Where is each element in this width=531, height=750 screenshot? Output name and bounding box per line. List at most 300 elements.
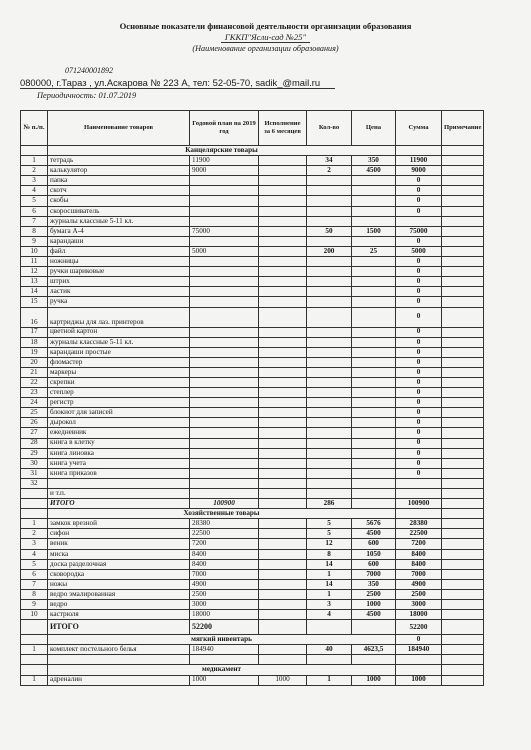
sum-value: 0 (396, 398, 442, 408)
sum-value: 22500 (396, 529, 442, 539)
price-value: 1000 (352, 675, 396, 685)
note-value (442, 448, 484, 458)
plan-value: 18000 (190, 610, 259, 620)
quantity-value (307, 337, 352, 347)
note-value (442, 327, 484, 337)
quantity-value: 3 (307, 600, 352, 610)
item-name: миска (48, 549, 190, 559)
execution-value (259, 569, 307, 579)
note-value (442, 549, 484, 559)
sum-value: 7000 (396, 569, 442, 579)
section-sum-cell: 0 (396, 635, 442, 645)
sum-value: 0 (396, 277, 442, 287)
execution-value (259, 277, 307, 287)
item-name: блокнот для записей (48, 408, 190, 418)
quantity-value: 5 (307, 519, 352, 529)
sum-value (396, 216, 442, 226)
sum-value: 0 (396, 337, 442, 347)
quantity-value: 4 (307, 610, 352, 620)
item-name: тетрадь (48, 156, 190, 166)
note-value (442, 519, 484, 529)
item-name: ежедневник (48, 428, 190, 438)
section-number-cell (21, 665, 48, 675)
note-value (442, 388, 484, 398)
plan-value: 3000 (190, 600, 259, 610)
note-value (442, 347, 484, 357)
quantity-value: 50 (307, 226, 352, 236)
note-value (442, 367, 484, 377)
sum-value: 0 (396, 297, 442, 307)
execution-value (259, 579, 307, 589)
execution-value (259, 468, 307, 478)
row-number: 2 (21, 166, 48, 176)
price-value (352, 357, 396, 367)
plan-value (190, 277, 259, 287)
execution-value (259, 398, 307, 408)
price-value (352, 307, 396, 327)
table-row (21, 166, 484, 176)
sum-value (396, 489, 442, 499)
quantity-value (307, 307, 352, 327)
price-value (352, 277, 396, 287)
note-value (442, 589, 484, 599)
row-number: 15 (21, 297, 48, 307)
item-name: регистр (48, 398, 190, 408)
item-name: степлер (48, 388, 190, 398)
table-row (21, 539, 484, 549)
execution-value (259, 388, 307, 398)
quantity-value: 1 (307, 675, 352, 685)
row-number: 3 (21, 176, 48, 186)
note-value (442, 257, 484, 267)
execution-value (259, 347, 307, 357)
table-row (21, 600, 484, 610)
finance-table (20, 110, 484, 686)
plan-value (190, 418, 259, 428)
empty-cell (396, 655, 442, 665)
item-name: и т.п. (48, 489, 190, 499)
plan-value: 184940 (190, 645, 259, 655)
row-number: 12 (21, 267, 48, 277)
total-note (442, 620, 484, 635)
row-number: 17 (21, 327, 48, 337)
plan-value (190, 236, 259, 246)
table-row (21, 529, 484, 539)
price-value: 350 (352, 156, 396, 166)
row-number: 28 (21, 438, 48, 448)
item-name: книга учета (48, 458, 190, 468)
quantity-value (307, 448, 352, 458)
quantity-value: 14 (307, 579, 352, 589)
total-note (442, 499, 484, 509)
plan-value (190, 287, 259, 297)
row-number: 16 (21, 307, 48, 327)
quantity-value: 1 (307, 569, 352, 579)
price-value (352, 367, 396, 377)
price-value (352, 186, 396, 196)
execution-value (259, 367, 307, 377)
table-row (21, 675, 484, 685)
execution-value (259, 196, 307, 206)
plan-value: 1000 (190, 675, 259, 685)
execution-value (259, 377, 307, 387)
price-value: 600 (352, 559, 396, 569)
execution-value (259, 216, 307, 226)
note-value (442, 418, 484, 428)
table-row (21, 438, 484, 448)
price-value: 1000 (352, 600, 396, 610)
table-row (21, 589, 484, 599)
plan-value: 22500 (190, 529, 259, 539)
plan-value (190, 438, 259, 448)
price-value (352, 267, 396, 277)
item-name: книга приказов (48, 468, 190, 478)
execution-value (259, 206, 307, 216)
item-name: ножницы (48, 257, 190, 267)
row-number: 10 (21, 610, 48, 620)
price-value: 5676 (352, 519, 396, 529)
plan-value (190, 196, 259, 206)
note-value (442, 277, 484, 287)
plan-value: 4900 (190, 579, 259, 589)
execution-value (259, 267, 307, 277)
total-price (352, 499, 396, 509)
sum-value (396, 478, 442, 488)
section-note-cell (442, 665, 484, 675)
row-number: 27 (21, 428, 48, 438)
row-number: 19 (21, 347, 48, 357)
sum-value: 3000 (396, 600, 442, 610)
total-sum: 52200 (396, 620, 442, 635)
total-number-cell (21, 499, 48, 509)
table-row (21, 489, 484, 499)
table-row (21, 357, 484, 367)
row-number: 7 (21, 216, 48, 226)
sum-value: 0 (396, 367, 442, 377)
quantity-value (307, 357, 352, 367)
table-body (21, 146, 484, 686)
table-row (21, 307, 484, 327)
note-value (442, 267, 484, 277)
item-name: цветной картон (48, 327, 190, 337)
row-number: 7 (21, 579, 48, 589)
sum-value: 18000 (396, 610, 442, 620)
row-number (21, 489, 48, 499)
item-name: журналы классные 5-11 кл. (48, 337, 190, 347)
price-value (352, 448, 396, 458)
execution-value (259, 458, 307, 468)
table-row (21, 645, 484, 655)
execution-value (259, 176, 307, 186)
address-underline (20, 88, 335, 89)
item-name: книга линовка (48, 448, 190, 458)
sum-value: 0 (396, 357, 442, 367)
note-value (442, 675, 484, 685)
sum-value: 5000 (396, 246, 442, 256)
plan-value (190, 377, 259, 387)
section-sum-cell (396, 146, 442, 156)
price-value (352, 196, 396, 206)
plan-value: 8400 (190, 549, 259, 559)
quantity-value (307, 206, 352, 216)
section-header-row (21, 146, 484, 156)
table-row (21, 267, 484, 277)
note-value (442, 307, 484, 327)
item-name: комплект постельного белья (48, 645, 190, 655)
item-name: фломастер (48, 357, 190, 367)
sum-value: 11900 (396, 156, 442, 166)
price-value (352, 428, 396, 438)
plan-value (190, 186, 259, 196)
row-number: 21 (21, 367, 48, 377)
note-value (442, 529, 484, 539)
row-number: 1 (21, 519, 48, 529)
item-name (48, 478, 190, 488)
plan-value (190, 408, 259, 418)
empty-cell (442, 655, 484, 665)
plan-value (190, 367, 259, 377)
plan-value: 8400 (190, 559, 259, 569)
price-value (352, 418, 396, 428)
execution-value (259, 478, 307, 488)
sum-value: 184940 (396, 645, 442, 655)
row-number: 4 (21, 186, 48, 196)
item-name: ластик (48, 287, 190, 297)
quantity-value (307, 408, 352, 418)
header-cell-plan: Годовой план на 2019 год (190, 111, 259, 146)
header-cell-execution: Исполнение за 6 месяцев (259, 111, 307, 146)
table-row (21, 559, 484, 569)
quantity-value (307, 236, 352, 246)
execution-value (259, 156, 307, 166)
section-sum-cell (396, 665, 442, 675)
note-value (442, 156, 484, 166)
quantity-value: 2 (307, 166, 352, 176)
sum-value: 7200 (396, 539, 442, 549)
table-row (21, 277, 484, 287)
note-value (442, 539, 484, 549)
table-row (21, 236, 484, 246)
note-value (442, 287, 484, 297)
plan-value (190, 337, 259, 347)
quantity-value: 200 (307, 246, 352, 256)
sum-value: 0 (396, 377, 442, 387)
sum-value: 0 (396, 186, 442, 196)
price-value (352, 206, 396, 216)
execution-value (259, 438, 307, 448)
execution-value (259, 166, 307, 176)
row-number: 5 (21, 196, 48, 206)
plan-value: 5000 (190, 246, 259, 256)
row-number: 14 (21, 287, 48, 297)
quantity-value: 1 (307, 589, 352, 599)
item-name: бумага А-4 (48, 226, 190, 236)
row-number: 6 (21, 569, 48, 579)
quantity-value (307, 468, 352, 478)
row-number: 11 (21, 257, 48, 267)
note-value (442, 569, 484, 579)
sum-value: 0 (396, 206, 442, 216)
row-number: 31 (21, 468, 48, 478)
quantity-value (307, 327, 352, 337)
section-sum-cell (396, 509, 442, 519)
note-value (442, 377, 484, 387)
quantity-value (307, 297, 352, 307)
table-row (21, 297, 484, 307)
execution-value (259, 549, 307, 559)
plan-value (190, 206, 259, 216)
price-value (352, 176, 396, 186)
note-value (442, 176, 484, 186)
total-row (21, 499, 484, 509)
price-value (352, 327, 396, 337)
quantity-value (307, 458, 352, 468)
sum-value: 75000 (396, 226, 442, 236)
note-value (442, 610, 484, 620)
total-number-cell (21, 620, 48, 635)
price-value (352, 347, 396, 357)
plan-value (190, 468, 259, 478)
plan-value (190, 347, 259, 357)
item-name: карандаши простые (48, 347, 190, 357)
price-value (352, 468, 396, 478)
plan-value (190, 458, 259, 468)
empty-cell (259, 655, 307, 665)
plan-value (190, 398, 259, 408)
sum-value: 1000 (396, 675, 442, 685)
quantity-value (307, 428, 352, 438)
section-title: мягкий инвентарь (48, 635, 396, 645)
section-note-cell (442, 146, 484, 156)
plan-value (190, 388, 259, 398)
quantity-value (307, 438, 352, 448)
empty-cell (307, 655, 352, 665)
quantity-value: 5 (307, 529, 352, 539)
execution-value (259, 408, 307, 418)
price-value: 7000 (352, 569, 396, 579)
item-name: папка (48, 176, 190, 186)
row-number: 9 (21, 236, 48, 246)
row-number: 18 (21, 337, 48, 347)
empty-cell (48, 655, 190, 665)
table-row (21, 388, 484, 398)
quantity-value (307, 287, 352, 297)
quantity-value (307, 377, 352, 387)
execution-value (259, 287, 307, 297)
row-number: 13 (21, 277, 48, 287)
note-value (442, 428, 484, 438)
item-name: ведро эмалированная (48, 589, 190, 599)
total-row (21, 620, 484, 635)
table-row (21, 246, 484, 256)
execution-value (259, 257, 307, 267)
item-name: веник (48, 539, 190, 549)
table-row (21, 448, 484, 458)
quantity-value: 12 (307, 539, 352, 549)
sum-value: 0 (396, 408, 442, 418)
sum-value: 0 (396, 448, 442, 458)
execution-value (259, 307, 307, 327)
execution-value (259, 529, 307, 539)
empty-row (21, 655, 484, 665)
organization-name-text: ГККП"Ясли-сад №25" (221, 32, 310, 43)
table-row (21, 458, 484, 468)
header-cell-quantity: Кол-во (307, 111, 352, 146)
section-number-cell (21, 635, 48, 645)
section-title: Хозяйственные товары (48, 509, 396, 519)
section-number-cell (21, 146, 48, 156)
quantity-value (307, 216, 352, 226)
plan-value: 2500 (190, 589, 259, 599)
execution-value (259, 236, 307, 246)
row-number: 2 (21, 529, 48, 539)
quantity-value: 8 (307, 549, 352, 559)
table-row (21, 226, 484, 236)
plan-value (190, 257, 259, 267)
plan-value (190, 489, 259, 499)
table-row (21, 156, 484, 166)
table-row (21, 418, 484, 428)
execution-value (259, 357, 307, 367)
total-execution (259, 620, 307, 635)
row-number: 24 (21, 398, 48, 408)
header-cell-sum: Сумма (396, 111, 442, 146)
price-value: 1500 (352, 226, 396, 236)
item-name: файл (48, 246, 190, 256)
sum-value: 0 (396, 327, 442, 337)
section-title: медикамент (48, 665, 396, 675)
sum-value: 8400 (396, 549, 442, 559)
total-label: ИТОГО (48, 620, 190, 635)
sum-value: 0 (396, 458, 442, 468)
table-row (21, 519, 484, 529)
table-row (21, 478, 484, 488)
row-number: 1 (21, 156, 48, 166)
note-value (442, 226, 484, 236)
table-row (21, 408, 484, 418)
table-row (21, 327, 484, 337)
address-text: 080000, г.Тараз , ул.Аскарова № 223 А, тел: 52-05-70, sadik_@mail.ru (20, 77, 321, 88)
item-name: адреналин (48, 675, 190, 685)
sum-value: 28380 (396, 519, 442, 529)
row-number: 22 (21, 377, 48, 387)
table-row (21, 206, 484, 216)
total-sum: 100900 (396, 499, 442, 509)
item-name: сифон (48, 529, 190, 539)
plan-value: 7200 (190, 539, 259, 549)
note-value (442, 458, 484, 468)
empty-cell (352, 655, 396, 665)
plan-value (190, 297, 259, 307)
plan-value (190, 327, 259, 337)
price-value: 4500 (352, 166, 396, 176)
quantity-value (307, 398, 352, 408)
note-value (442, 408, 484, 418)
quantity-value (307, 367, 352, 377)
total-label: ИТОГО (48, 499, 190, 509)
plan-value: 28380 (190, 519, 259, 529)
quantity-value (307, 478, 352, 488)
price-value: 4500 (352, 610, 396, 620)
price-value (352, 216, 396, 226)
table-row (21, 377, 484, 387)
plan-value (190, 216, 259, 226)
execution-value (259, 226, 307, 236)
sum-value: 0 (396, 428, 442, 438)
sum-value: 2500 (396, 589, 442, 599)
header-cell-number: № п./п. (21, 111, 48, 146)
total-quantity: 286 (307, 499, 352, 509)
